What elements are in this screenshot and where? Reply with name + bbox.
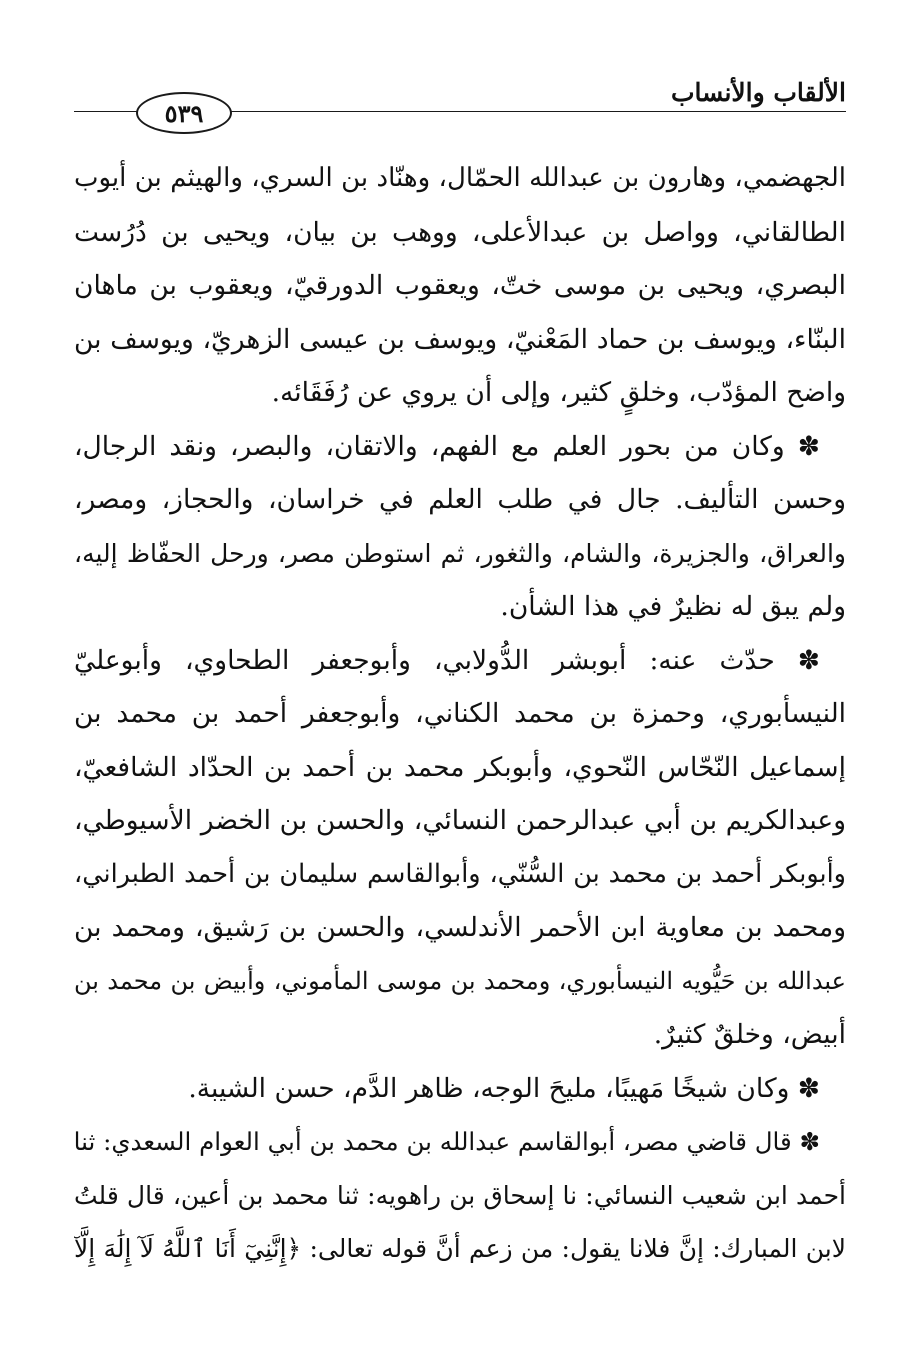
paragraph-students xyxy=(74,634,846,1062)
text-line: وحسن التأليف. جال في طلب العلم في خراسان، والحجاز، ومصر، xyxy=(74,484,846,515)
page-body xyxy=(74,152,846,1276)
text-line: وعبدالكريم بن أبي عبدالرحمن النسائي، والحسن بن الخضر الأسيوطي، xyxy=(74,805,846,836)
running-title: الألقاب والأنساب xyxy=(670,78,846,107)
text-line: النيسأبوري، وحمزة بن محمد الكناني، وأبوجعفر أحمد بن محمد بن xyxy=(74,698,846,729)
text-line: ✽ حدّث عنه: أبوبشر الدُّولابي، وأبوجعفر الطحاوي، وأبوعليّ xyxy=(74,644,820,676)
text-line: الطالقاني، وواصل بن عبدالأعلى، ووهب بن بيان، ويحيى بن دُرُست xyxy=(74,216,846,248)
text-line: واضح المؤدّب، وخلقٍ كثير، وإلى أن يروي عن رُفَقَائه. xyxy=(271,377,846,408)
text-line: البصري، ويحيى بن موسى ختّ، ويعقوب الدورقيّ، ويعقوب بن ماهان xyxy=(74,270,846,301)
text-line: ✽ وكان من بحور العلم مع الفهم، والاتقان، والبصر، ونقد الرجال، xyxy=(74,430,820,462)
text-line: لابن المبارك: إنَّ فلانا يقول: من زعم أنَّ قوله تعالى: ﴿إِنَّنِيٓ أَنَا ٱللَّهُ لَآ إِلَٰهَ إِلَّآ xyxy=(74,1234,846,1263)
text-line: أحمد ابن شعيب النسائي: نا إسحاق بن راهويه: ثنا محمد بن أعين، قال قلتُ xyxy=(74,1180,846,1210)
text-line: عبدالله بن حَيُّويه النيسأبوري، ومحمد بن موسى المأموني، وأبيض بن محمد بن xyxy=(74,966,846,995)
text-line: ومحمد بن معاوية ابن الأحمر الأندلسي، والحسن بن رَشيق، ومحمد بن xyxy=(74,912,846,943)
paragraph-teachers-continued xyxy=(74,152,846,420)
text-line: ✽ وكان شيخًا مَهيبًا، مليحَ الوجه، ظاهر الدَّم، حسن الشيبة. xyxy=(188,1072,820,1104)
paragraph-narration xyxy=(74,1115,846,1276)
text-line: ولم يبق له نظيرٌ في هذا الشأن. xyxy=(500,591,846,622)
text-line: البنّاء، ويوسف بن حماد المَعْنيّ، ويوسف بن عيسى الزهريّ، ويوسف بن xyxy=(74,323,846,355)
text-line: والعراق، والجزيرة، والشام، والثغور، ثم استوطن مصر، ورحل الحفّاظ إليه، xyxy=(74,538,846,568)
text-line: أبيض، وخلقٌ كثيرٌ. xyxy=(653,1019,846,1050)
text-line: إسماعيل النّحّاس النّحوي، وأبوبكر محمد بن أحمد بن الحدّاد الشافعيّ، xyxy=(74,751,846,783)
page-number: ٥٣٩ xyxy=(136,92,232,134)
paragraph-description xyxy=(74,1062,846,1116)
paragraph-scholarship xyxy=(74,420,846,634)
text-line: الجهضمي، وهارون بن عبدالله الحمّال، وهنّاد بن السري، والهيثم بن أيوب xyxy=(74,163,846,193)
text-line: ✽ قال قاضي مصر، أبوالقاسم عبدالله بن محمد بن أبي العوام السعدي: ثنا xyxy=(74,1127,820,1156)
text-line: وأبوبكر أحمد بن محمد بن السُّنّي، وأبوالقاسم سليمان بن أحمد الطبراني، xyxy=(74,858,846,889)
